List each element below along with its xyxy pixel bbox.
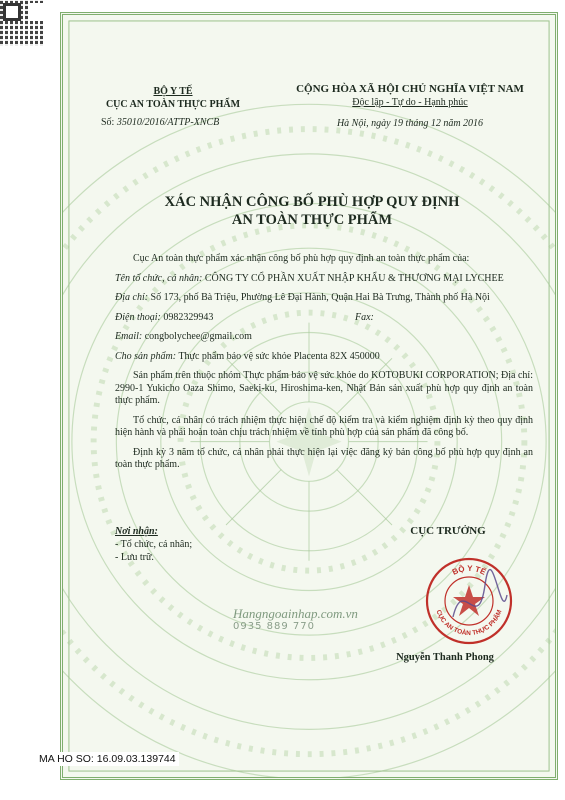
- signature-block: [363, 525, 533, 538]
- shop-watermark: [233, 607, 383, 633]
- document-number: [83, 116, 263, 129]
- document-body: [115, 253, 533, 479]
- product-value: Thực phẩm bảo vệ sức khỏe Placenta 82X 450000: [178, 350, 380, 362]
- recipients-label: Nơi nhận:: [115, 526, 158, 537]
- svg-text:BỘ Y TẾ: [451, 564, 488, 577]
- watermark-site: Hangngoainhap.com.vn: [233, 606, 358, 621]
- ministry-name: BỘ Y TẾ: [153, 86, 193, 97]
- phone-value: 0982329943: [163, 311, 214, 323]
- email-label: Email:: [115, 331, 143, 342]
- intro-paragraph: Cục An toàn thực phẩm xác nhận công bố phù hợp quy định an toàn thực phẩm của:: [133, 253, 470, 264]
- recipient-item: - Tổ chức, cá nhân;: [115, 539, 193, 550]
- origin-paragraph: Sản phẩm trên thuộc nhóm Thực phẩm bảo vệ sức khỏe do KOTOBUKI CORPORATION; Địa chỉ: 2990-1 Yukicho Oaza Shimo, Saeki-ku, Hiroshima-ken, Nhật Bản sản xuất phù hợp quy định an toàn thực phẩm.: [115, 370, 533, 406]
- responsibility-paragraph: Tổ chức, cá nhân có trách nhiệm thực hiện chế độ kiểm tra và kiểm nghiệm định kỳ theo quy định hiện hành và phải hoàn toàn chịu trách nhiệm về tính phù hợp của sản phẩm đã công bố.: [115, 414, 533, 438]
- organization-label: Tên tổ chức, cá nhân:: [115, 272, 203, 284]
- stamp-bottom-text: CỤC AN TOÀN THỰC PHẨM: [434, 609, 504, 638]
- issue-date: Hà Nội, ngày 19 tháng 12 năm 2016: [336, 118, 484, 129]
- record-number: MA HO SO: 16.09.03.139744: [36, 752, 179, 766]
- republic-name: CỘNG HÒA XÃ HỘI CHỦ NGHĨA VIỆT NAM: [296, 83, 524, 95]
- signer-name: Nguyễn Thanh Phong: [396, 652, 494, 663]
- title-line-2: AN TOÀN THỰC PHẨM: [231, 212, 393, 228]
- signer-role: CỤC TRƯỞNG: [410, 525, 486, 537]
- header-right: [269, 83, 551, 130]
- organization-value: CÔNG TY CỔ PHẦN XUẤT NHẬP KHẨU & THƯƠNG MẠI LYCHEE: [204, 272, 504, 284]
- svg-text:CỤC AN TOÀN THỰC PHẨM: [434, 609, 503, 637]
- renewal-paragraph: Định kỳ 3 năm tổ chức, cá nhân phải thực hiện lại việc đăng ký bản công bố phù hợp quy định an toàn thực phẩm.: [115, 446, 533, 470]
- phone-label: Điện thoại:: [115, 311, 161, 323]
- recipient-item: - Lưu trữ.: [115, 552, 154, 563]
- email-line: [115, 331, 533, 344]
- product-label: Cho sản phẩm:: [115, 350, 177, 362]
- title-line-1: XÁC NHẬN CÔNG BỐ PHÙ HỢP QUY ĐỊNH: [164, 194, 460, 210]
- header-left: [83, 85, 263, 129]
- fax-label: Fax:: [355, 311, 374, 323]
- recipients-block: [115, 525, 295, 564]
- phone-line: [115, 312, 533, 325]
- official-seal-stamp: [423, 555, 515, 647]
- qr-code: [0, 0, 44, 46]
- document-title: [93, 193, 531, 229]
- document-number-value: 35010/2016/ATTP-XNCB: [116, 117, 220, 128]
- organization-line: [115, 273, 533, 286]
- stamp-top-text: BỘ Y TẾ: [450, 563, 488, 577]
- address-line: [115, 292, 533, 305]
- email-value: congbolychee@gmail.com: [144, 331, 252, 342]
- certificate-sheet: [60, 12, 558, 780]
- address-label: Địa chỉ:: [115, 292, 149, 303]
- national-motto: Độc lập - Tự do - Hạnh phúc: [352, 97, 468, 108]
- product-line: [115, 351, 533, 364]
- document-number-label: Số:: [101, 117, 115, 128]
- department-name: CỤC AN TOÀN THỰC PHẨM: [105, 99, 241, 110]
- watermark-phone: 0935 889 770: [233, 621, 315, 632]
- address-value: Số 173, phố Bà Triệu, Phường Lê Đại Hành, Quận Hai Bà Trưng, Thành phố Hà Nội: [150, 292, 490, 303]
